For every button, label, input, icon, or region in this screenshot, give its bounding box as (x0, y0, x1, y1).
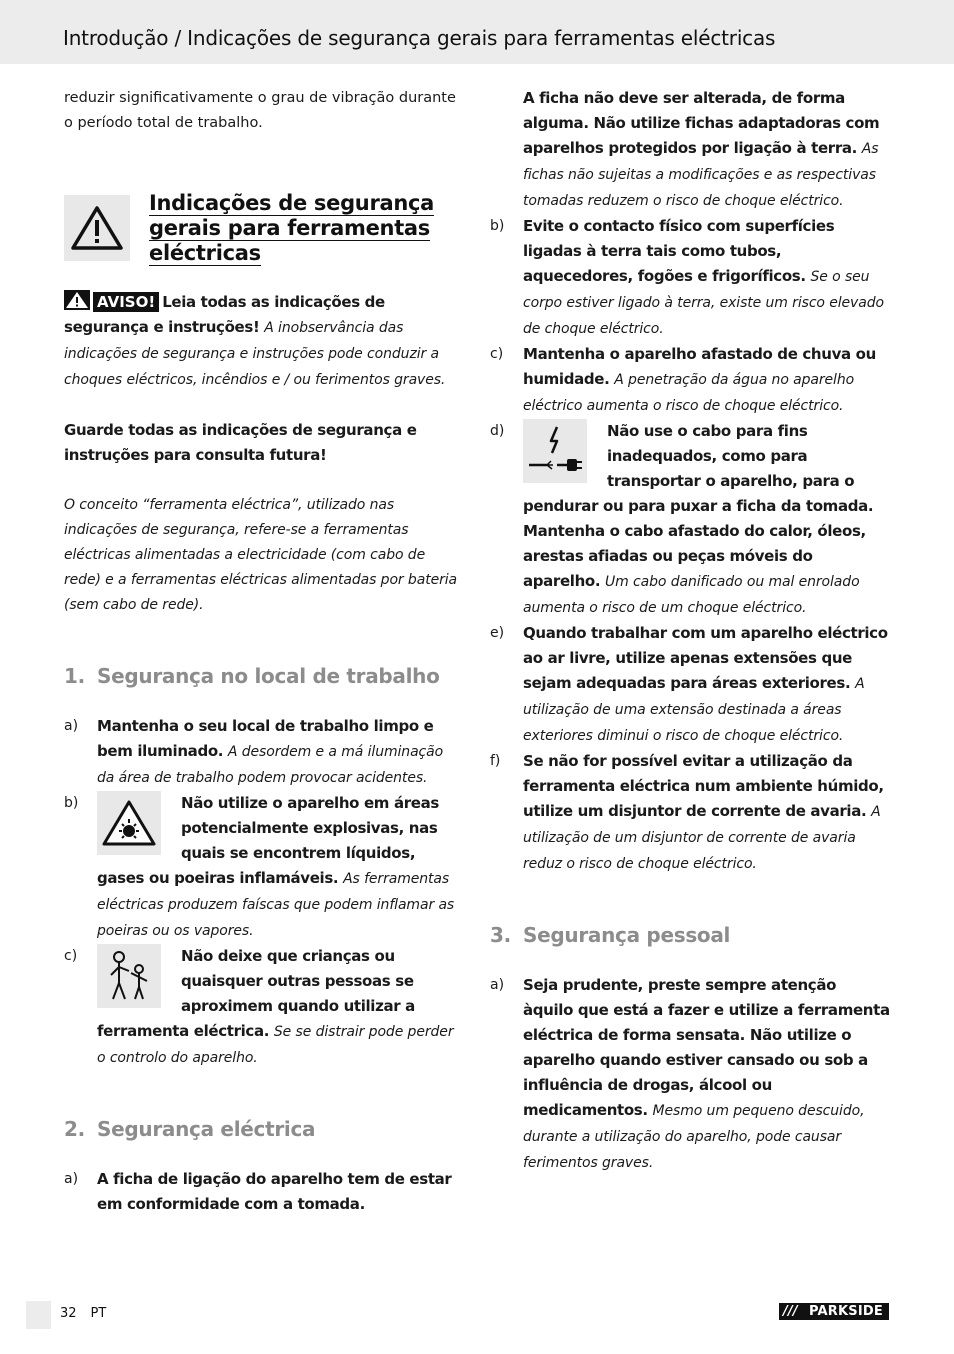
page-title: Introdução / Indicações de segurança gerais para ferramentas eléctricas (63, 26, 776, 50)
section-2-title: 2. Segurança eléctrica (64, 1117, 316, 1141)
language-code: PT (90, 1306, 107, 1321)
warning-small-icon (64, 290, 90, 310)
list-item: e) Quando trabalhar com um aparelho eléctrico ao ar livre, utilize apenas extensões que sejam adequadas para áreas exteriores. A utilização de uma extensão destinada a áreas exteriores diminui o risco de choque eléctrico. (490, 624, 888, 744)
warning-italic: A inobservância das indicações de segurança e instruções pode conduzir a choques eléctricos, incêndios e / ou ferimentos graves. (64, 320, 446, 388)
footer-marker (26, 1301, 51, 1329)
brand-logo: /// PARKSIDE (779, 1303, 889, 1320)
left-column (64, 86, 464, 1217)
list-item: a) A ficha de ligação do aparelho tem de estar em conformidade com a tomada. (64, 1170, 452, 1213)
list-item-continued: A ficha não deve ser alterada, de forma alguma. Não utilize fichas adaptadoras com aparelhos protegidos por ligação à terra. As fichas não sujeitas a modificações e as respectivas tomadas reduzem o risco de choque eléctrico. (523, 89, 880, 209)
warning-paragraph (64, 290, 464, 393)
right-column (490, 86, 890, 1176)
list-item: d) Não use o cabo para fins inadequados, como para transportar o aparelho, para o pendurar ou para puxar a ficha da tomada. Mantenha o cabo afastado do calor, óleos, arestas afiadas ou peças móveis do aparelho. Um cabo danificado ou mal enrolado aumenta o risco de um choque eléctrico. (490, 419, 890, 621)
page-number: 32 (60, 1306, 77, 1321)
intro-paragraph: reduzir significativamente o grau de vibração durante o período total de trabalho. (64, 90, 456, 131)
list-item: b) Não utilize o aparelho em áreas potencialmente explosivas, nas quais se encontrem líquidos, gases ou poeiras inflamáveis. As ferramentas eléctricas produzem faíscas que podem inflamar as poeiras ou os vapores. (64, 791, 464, 944)
footer-page-info (60, 1306, 120, 1321)
keep-instructions: Guarde todas as indicações de segurança e instruções para consulta futura! (64, 421, 417, 464)
warning-bold: Leia todas as indicações de segurança e instruções! (64, 293, 385, 336)
list-item: b) Evite o contacto físico com superfícies ligadas à terra tais como tubos, aquecedores, fogões e frigoríficos. Se o seu corpo estiver ligado à terra, existe um risco elevado de choque eléctrico. (490, 217, 884, 337)
list-item: f) Se não for possível evitar a utilização da ferramenta eléctrica num ambiente húmido, utilize um disjuntor de corrente de avaria. A utilização de um disjuntor de corrente de avaria reduz o risco de choque eléctrico. (490, 752, 884, 872)
concept-paragraph: O conceito “ferramenta eléctrica”, utilizado nas indicações de segurança, refere-se a ferramentas eléctricas alimentadas a electricidade (com cabo de rede) e a ferramentas eléctricas alimentadas por bateria (sem cabo de rede). (64, 497, 458, 613)
keep-children-away-icon (97, 944, 161, 1008)
list-item: c) Não deixe que crianças ou quaisquer outras pessoas se aproximem quando utilizar a ferramenta eléctrica. Se se distrair pode perder o controlo do aparelho. (64, 944, 464, 1071)
aviso-badge: AVISO! (93, 292, 159, 312)
main-heading: Indicações de segurança gerais para ferramentas eléctricas (149, 191, 435, 265)
list-item: c) Mantenha o aparelho afastado de chuva ou humidade. A penetração da água no aparelho eléctrico aumenta o risco de choque eléctrico. (490, 345, 876, 414)
list-item: a) Mantenha o seu local de trabalho limpo e bem iluminado. A desordem e a má iluminação da área de trabalho podem provocar acidentes. (64, 717, 444, 786)
explosive-hazard-icon (97, 791, 161, 855)
warning-triangle-icon (64, 195, 130, 261)
page-header (0, 0, 954, 64)
list-item: a) Seja prudente, preste sempre atenção àquilo que está a fazer e utilize a ferramenta eléctrica de forma sensata. Não utilize o aparelho quando estiver cansado ou sob a influência de drogas, álcool ou medicamentos. Mesmo um pequeno descuido, durante a utilização do aparelho, pode causar ferimentos graves. (490, 976, 890, 1171)
section-1-title: 1. Segurança no local de trabalho (64, 664, 440, 688)
damaged-cable-icon (523, 419, 587, 483)
main-heading-block (64, 191, 464, 266)
section-3-title: 3. Segurança pessoal (490, 923, 731, 947)
